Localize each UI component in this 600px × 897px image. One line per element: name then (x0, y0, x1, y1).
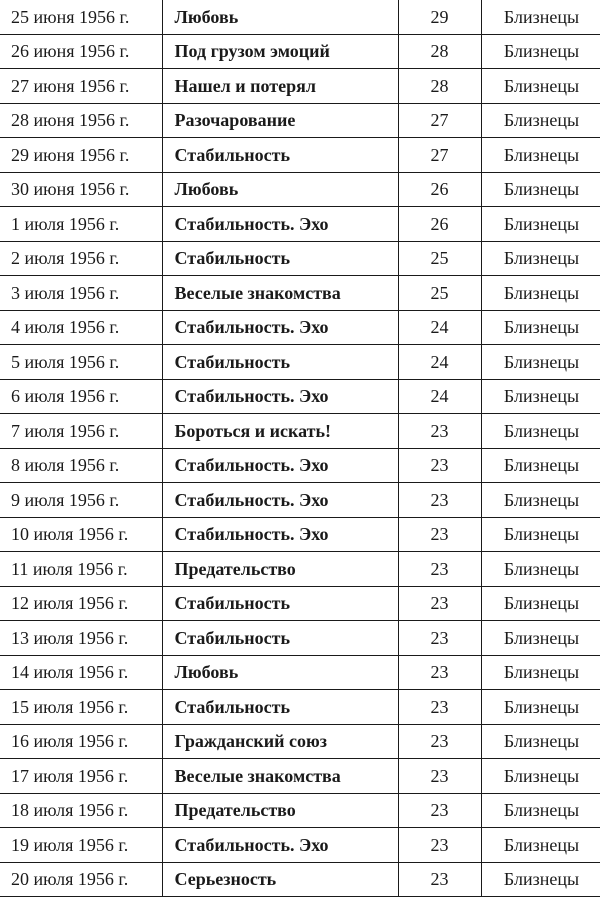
table-row (0, 483, 600, 518)
number-cell: 24 (398, 345, 481, 380)
sign-cell: Близнецы (481, 483, 600, 518)
date-cell: 6 июля 1956 г. (0, 379, 162, 414)
date-cell: 28 июня 1956 г. (0, 103, 162, 138)
name-cell: Любовь (162, 172, 398, 207)
number-cell: 29 (398, 0, 481, 34)
sign-cell: Близнецы (481, 103, 600, 138)
sign-cell: Близнецы (481, 793, 600, 828)
number-cell: 24 (398, 379, 481, 414)
sign-cell: Близнецы (481, 138, 600, 173)
sign-cell: Близнецы (481, 379, 600, 414)
sign-cell: Близнецы (481, 276, 600, 311)
date-cell: 16 июля 1956 г. (0, 724, 162, 759)
number-cell: 23 (398, 414, 481, 449)
name-cell: Стабильность. Эхо (162, 207, 398, 242)
date-cell: 25 июня 1956 г. (0, 0, 162, 34)
date-cell: 29 июня 1956 г. (0, 138, 162, 173)
sign-cell: Близнецы (481, 448, 600, 483)
sign-cell: Близнецы (481, 552, 600, 587)
table-row (0, 207, 600, 242)
table-row (0, 310, 600, 345)
table-row (0, 69, 600, 104)
table-row (0, 172, 600, 207)
number-cell: 23 (398, 724, 481, 759)
date-cell: 17 июля 1956 г. (0, 759, 162, 794)
sign-cell: Близнецы (481, 310, 600, 345)
table-row (0, 103, 600, 138)
date-cell: 27 июня 1956 г. (0, 69, 162, 104)
sign-cell: Близнецы (481, 207, 600, 242)
name-cell: Стабильность (162, 621, 398, 656)
number-cell: 28 (398, 34, 481, 69)
date-cell: 12 июля 1956 г. (0, 586, 162, 621)
name-cell: Нашел и потерял (162, 69, 398, 104)
sign-cell: Близнецы (481, 724, 600, 759)
date-cell: 14 июля 1956 г. (0, 655, 162, 690)
sign-cell: Близнецы (481, 655, 600, 690)
table-row (0, 517, 600, 552)
name-cell: Стабильность (162, 241, 398, 276)
number-cell: 23 (398, 828, 481, 863)
number-cell: 23 (398, 655, 481, 690)
date-cell: 3 июля 1956 г. (0, 276, 162, 311)
number-cell: 23 (398, 862, 481, 897)
number-cell: 28 (398, 69, 481, 104)
number-cell: 25 (398, 276, 481, 311)
date-cell: 10 июля 1956 г. (0, 517, 162, 552)
sign-cell: Близнецы (481, 517, 600, 552)
table-row (0, 138, 600, 173)
name-cell: Веселые знакомства (162, 759, 398, 794)
sign-cell: Близнецы (481, 621, 600, 656)
name-cell: Бороться и искать! (162, 414, 398, 449)
name-cell: Любовь (162, 655, 398, 690)
name-cell: Гражданский союз (162, 724, 398, 759)
date-cell: 18 июля 1956 г. (0, 793, 162, 828)
name-cell: Стабильность. Эхо (162, 448, 398, 483)
table-row (0, 828, 600, 863)
table-row (0, 862, 600, 897)
table-row (0, 379, 600, 414)
name-cell: Предательство (162, 793, 398, 828)
name-cell: Разочарование (162, 103, 398, 138)
number-cell: 23 (398, 621, 481, 656)
sign-cell: Близнецы (481, 586, 600, 621)
number-cell: 26 (398, 172, 481, 207)
sign-cell: Близнецы (481, 172, 600, 207)
sign-cell: Близнецы (481, 414, 600, 449)
name-cell: Стабильность. Эхо (162, 483, 398, 518)
name-cell: Серьезность (162, 862, 398, 897)
date-cell: 15 июля 1956 г. (0, 690, 162, 725)
number-cell: 23 (398, 483, 481, 518)
table-row (0, 345, 600, 380)
name-cell: Любовь (162, 0, 398, 34)
table-row (0, 276, 600, 311)
table-row (0, 621, 600, 656)
date-cell: 20 июля 1956 г. (0, 862, 162, 897)
table-row (0, 34, 600, 69)
number-cell: 23 (398, 690, 481, 725)
name-cell: Стабильность. Эхо (162, 379, 398, 414)
sign-cell: Близнецы (481, 0, 600, 34)
name-cell: Веселые знакомства (162, 276, 398, 311)
number-cell: 24 (398, 310, 481, 345)
name-cell: Стабильность (162, 345, 398, 380)
number-cell: 23 (398, 793, 481, 828)
number-cell: 23 (398, 448, 481, 483)
number-cell: 23 (398, 586, 481, 621)
name-cell: Стабильность. Эхо (162, 828, 398, 863)
date-cell: 13 июля 1956 г. (0, 621, 162, 656)
name-cell: Стабильность (162, 586, 398, 621)
sign-cell: Близнецы (481, 34, 600, 69)
table-row (0, 793, 600, 828)
table-row (0, 759, 600, 794)
date-cell: 2 июля 1956 г. (0, 241, 162, 276)
sign-cell: Близнецы (481, 69, 600, 104)
name-cell: Стабильность. Эхо (162, 310, 398, 345)
date-cell: 1 июля 1956 г. (0, 207, 162, 242)
sign-cell: Близнецы (481, 862, 600, 897)
table-row (0, 586, 600, 621)
date-cell: 30 июня 1956 г. (0, 172, 162, 207)
name-cell: Под грузом эмоций (162, 34, 398, 69)
date-cell: 11 июля 1956 г. (0, 552, 162, 587)
number-cell: 27 (398, 138, 481, 173)
sign-cell: Близнецы (481, 759, 600, 794)
date-cell: 8 июля 1956 г. (0, 448, 162, 483)
sign-cell: Близнецы (481, 690, 600, 725)
name-cell: Стабильность (162, 690, 398, 725)
table-row (0, 552, 600, 587)
number-cell: 23 (398, 552, 481, 587)
table-row (0, 414, 600, 449)
table-row (0, 655, 600, 690)
date-cell: 7 июля 1956 г. (0, 414, 162, 449)
number-cell: 23 (398, 759, 481, 794)
table-row (0, 724, 600, 759)
table-row (0, 241, 600, 276)
number-cell: 26 (398, 207, 481, 242)
table-row (0, 690, 600, 725)
date-cell: 5 июля 1956 г. (0, 345, 162, 380)
table-row (0, 448, 600, 483)
date-cell: 19 июля 1956 г. (0, 828, 162, 863)
date-cell: 26 июня 1956 г. (0, 34, 162, 69)
table-row (0, 0, 600, 34)
date-cell: 4 июля 1956 г. (0, 310, 162, 345)
sign-cell: Близнецы (481, 345, 600, 380)
number-cell: 25 (398, 241, 481, 276)
number-cell: 23 (398, 517, 481, 552)
name-cell: Стабильность. Эхо (162, 517, 398, 552)
name-cell: Предательство (162, 552, 398, 587)
sign-cell: Близнецы (481, 241, 600, 276)
number-cell: 27 (398, 103, 481, 138)
sign-cell: Близнецы (481, 828, 600, 863)
date-cell: 9 июля 1956 г. (0, 483, 162, 518)
name-cell: Стабильность (162, 138, 398, 173)
